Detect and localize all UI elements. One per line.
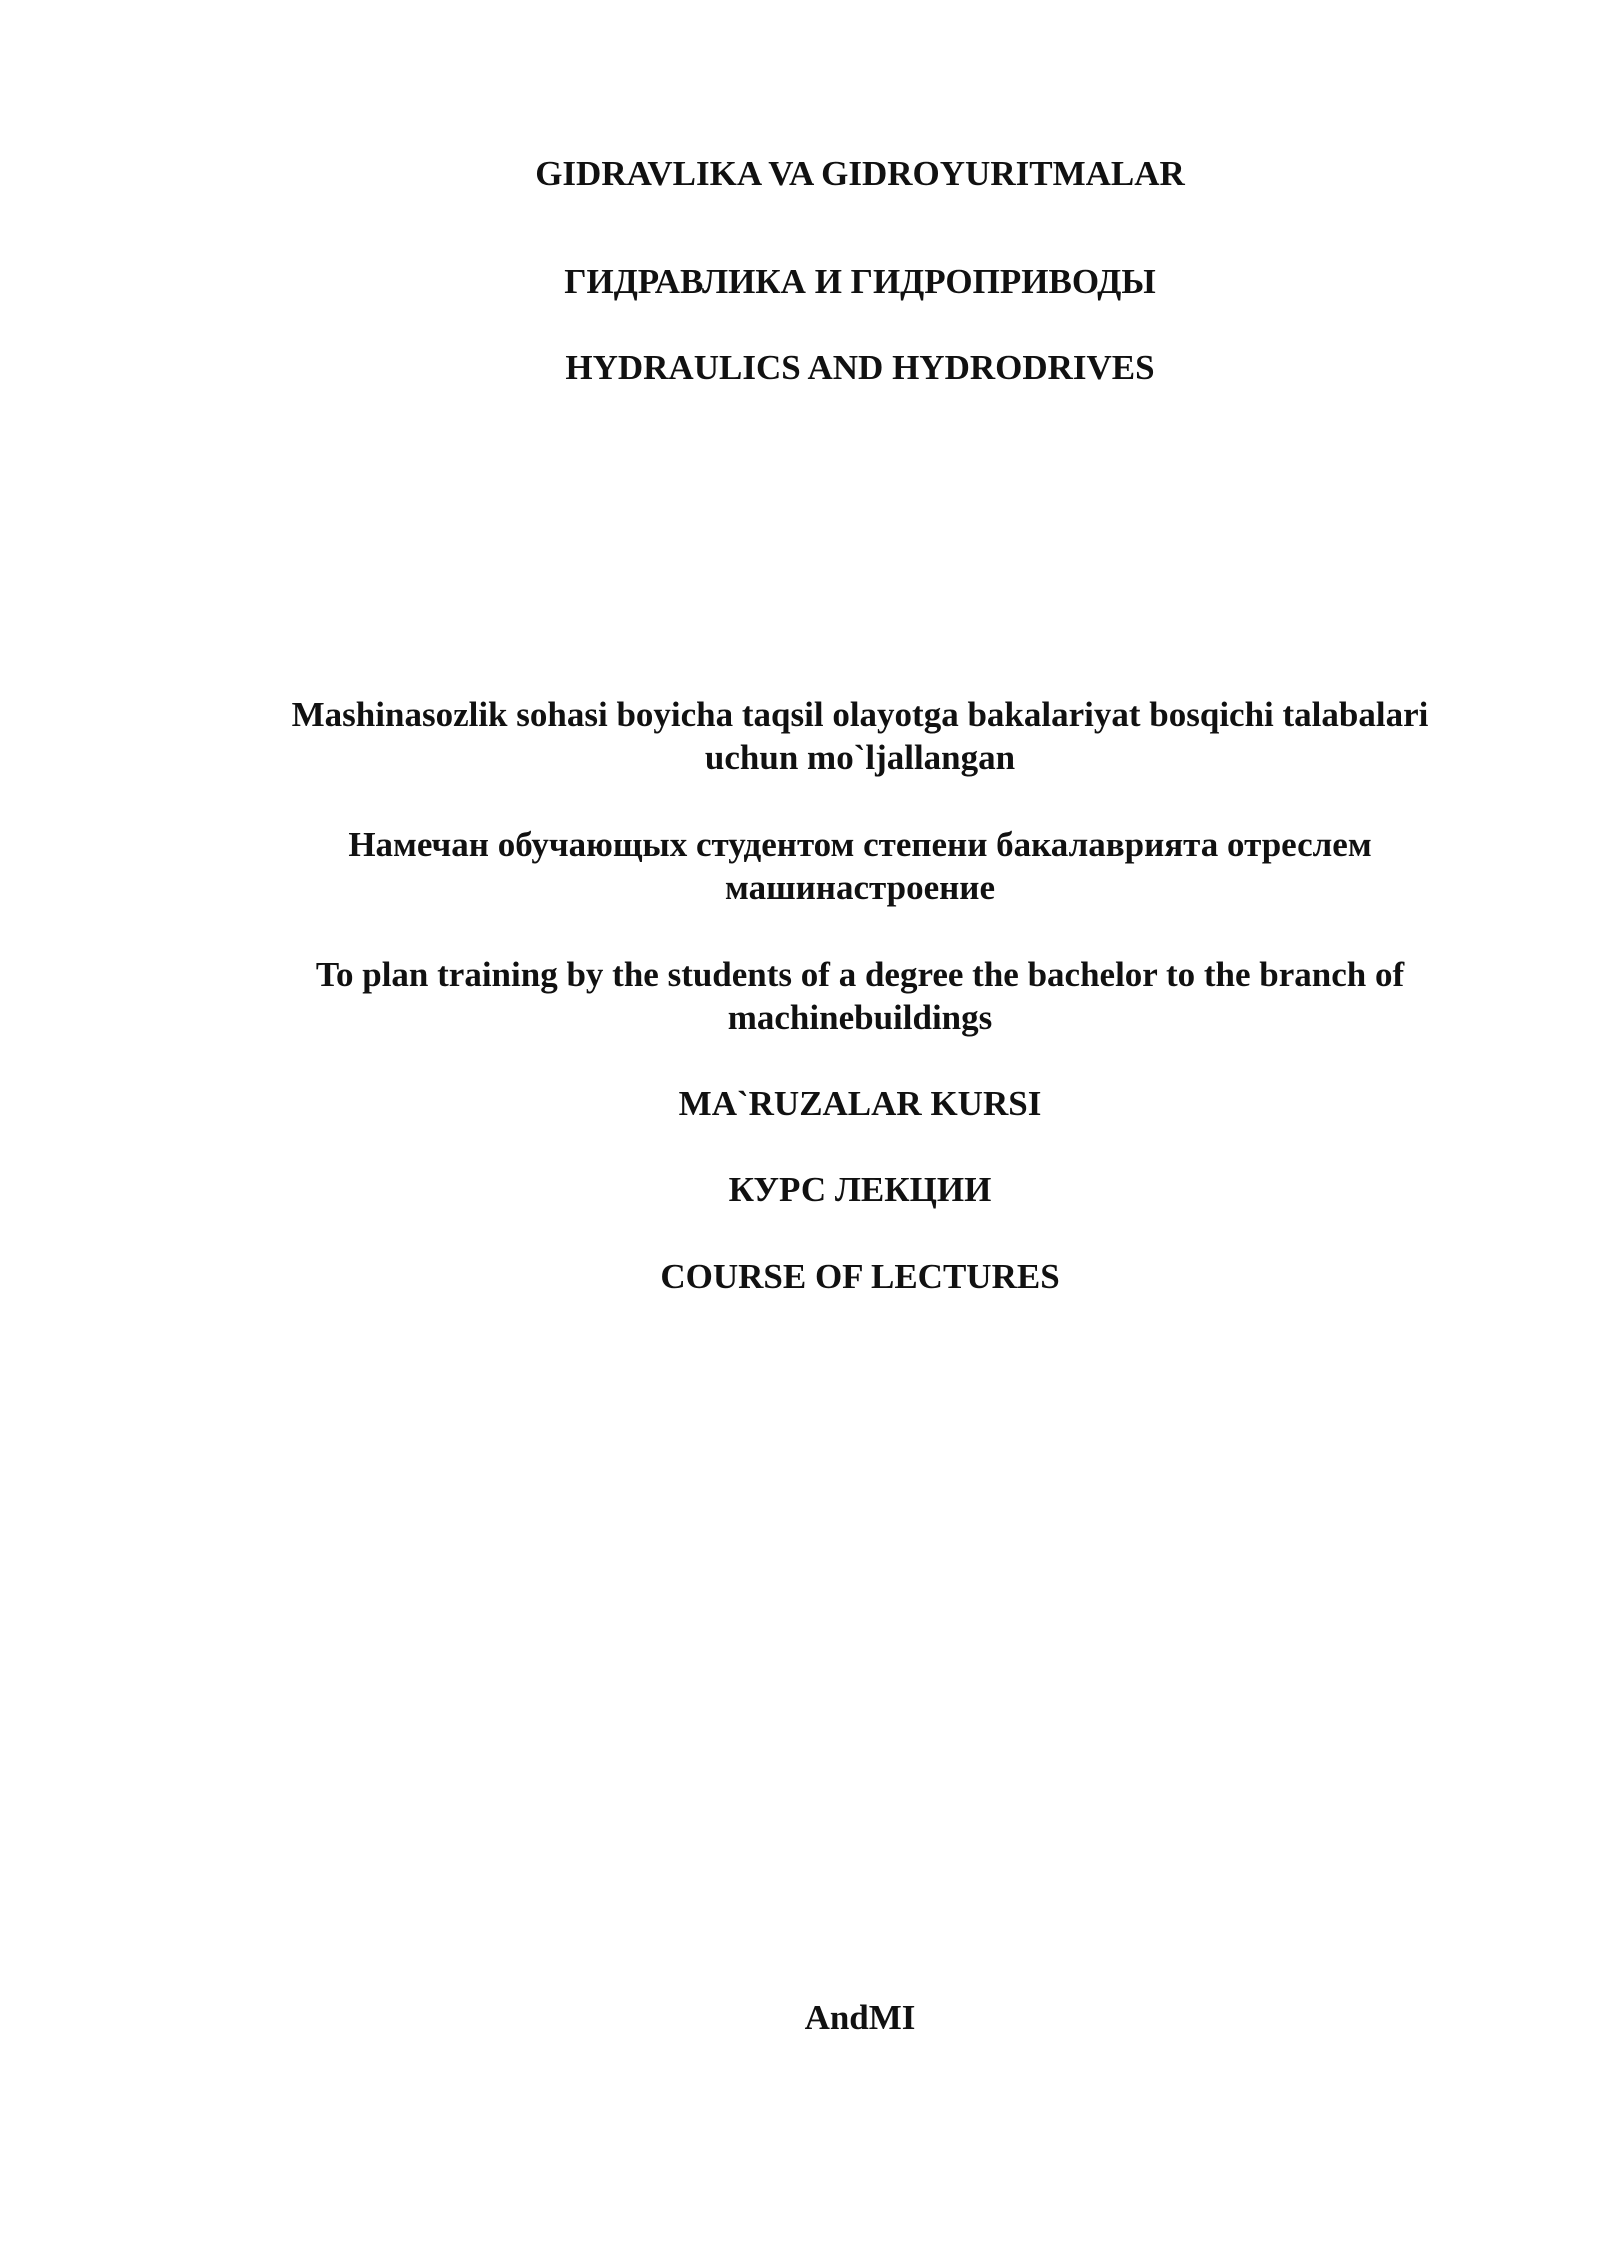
institution-name: AndMI — [804, 1998, 916, 2037]
title-english: HYDRAULICS AND HYDRODRIVES — [565, 348, 1155, 387]
title-russian: ГИДРАВЛИКА И ГИДРОПРИВОДЫ — [564, 262, 1156, 301]
course-title-russian: КУРС ЛЕКЦИИ — [728, 1170, 992, 1209]
purpose-russian-line-1: Намечан обучающых студентом степени бакалаврията отреслем — [348, 825, 1372, 864]
purpose-uzbek-line-2: uchun mo`ljallangan — [704, 738, 1016, 777]
title-uzbek: GIDRAVLIKA VA GIDROYURITMALAR — [535, 154, 1185, 193]
purpose-uzbek-line-1: Mashinasozlik sohasi boyicha taqsil olayotga bakalariyat bosqichi talabalari — [291, 695, 1429, 734]
course-title-english: COURSE OF LECTURES — [660, 1257, 1060, 1296]
purpose-english-line-2: machinebuildings — [727, 998, 993, 1037]
purpose-russian-line-2: машинастроение — [724, 868, 995, 907]
course-title-uzbek: MA`RUZALAR KURSI — [678, 1084, 1042, 1123]
purpose-english-line-1: To plan training by the students of a degree the bachelor to the branch of — [315, 955, 1405, 994]
